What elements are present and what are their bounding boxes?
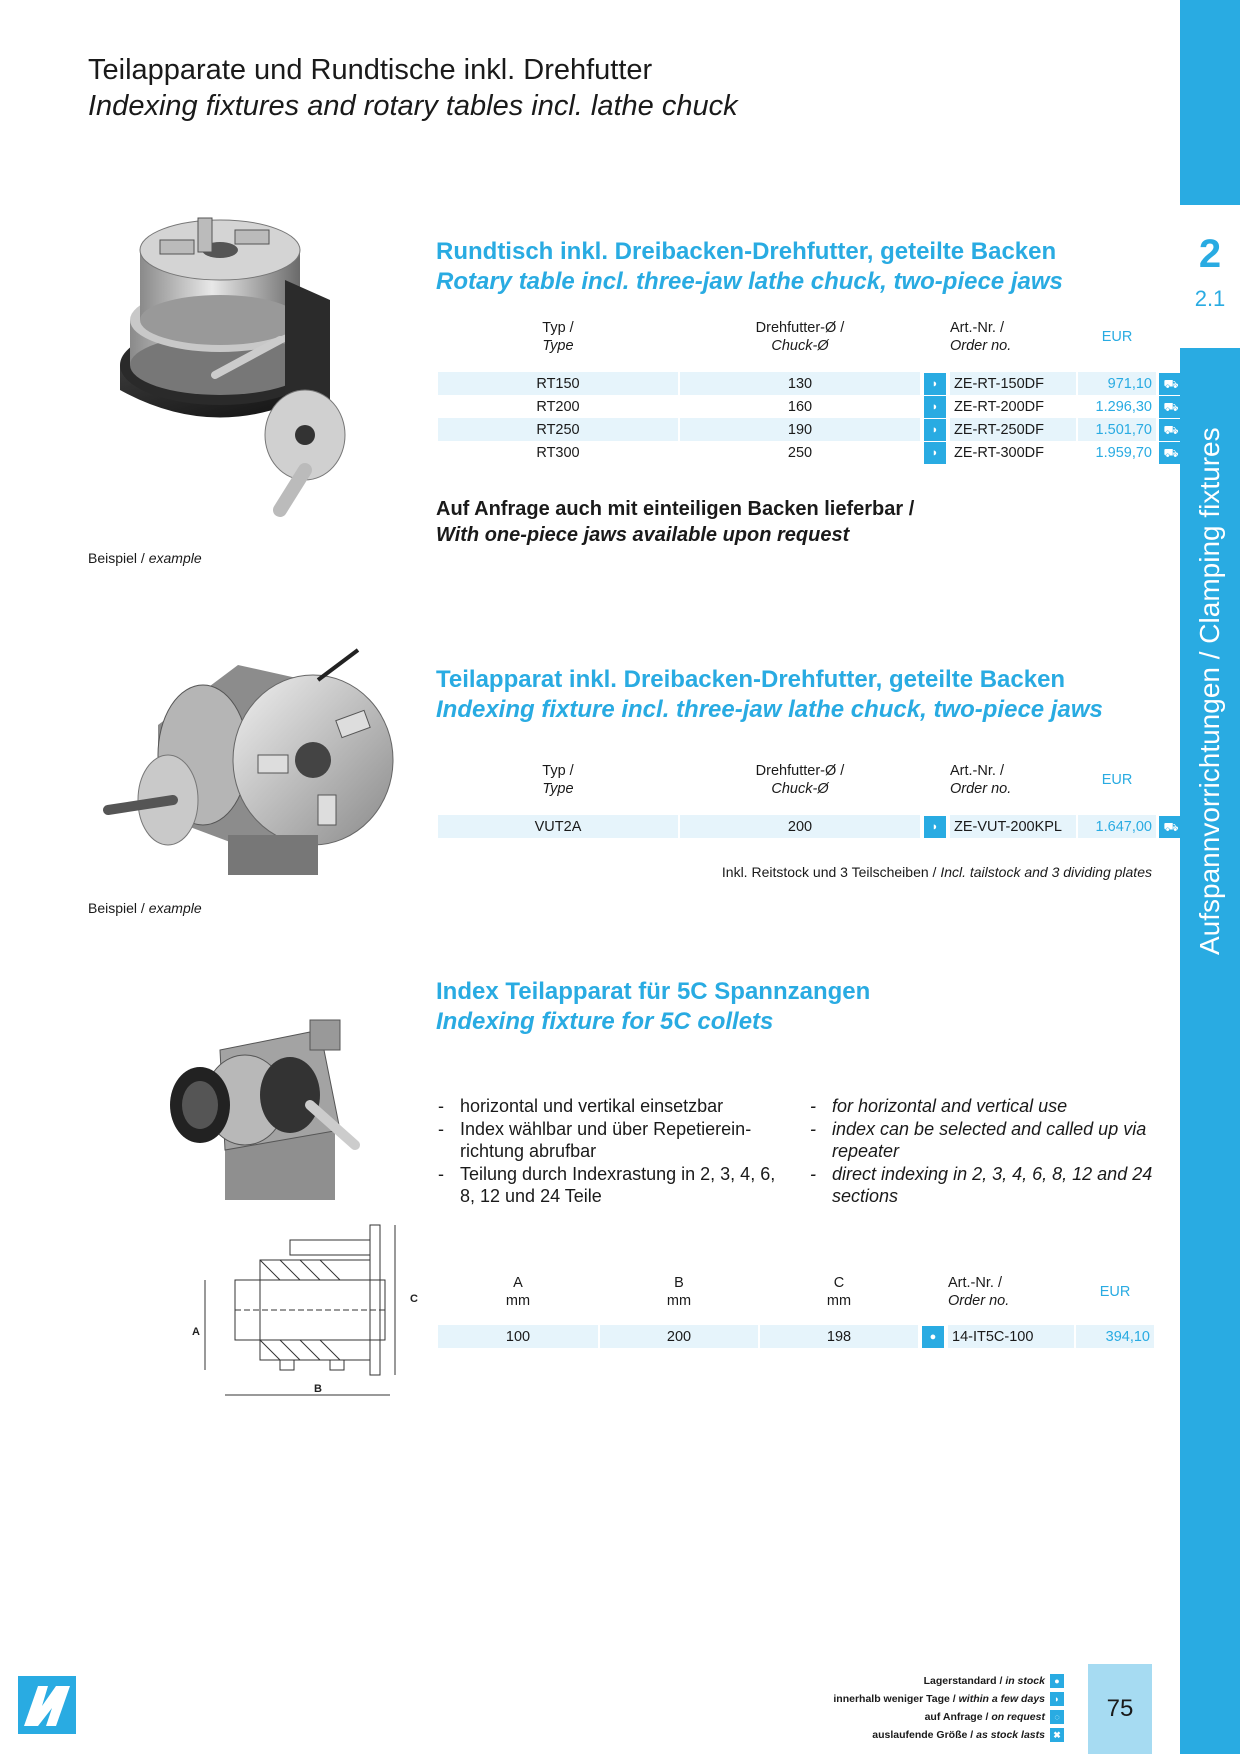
rotary-table-title [436,237,1063,297]
collet-fixture-price-table [436,1273,1156,1348]
order-cell: ZE-RT-250DF [950,418,1076,441]
note-en: Incl. tailstock and 3 dividing plates [940,864,1152,880]
legend-row: auslaufende Größe / as stock lasts ✖ [760,1726,1064,1744]
price-cell: 1.959,70 [1095,444,1152,461]
table-row [438,372,1184,395]
col-price: EUR [1101,329,1133,345]
collet-fixture-image [150,1010,400,1210]
list-item: - direct indexing in 2, 3, 4, 6, 8, 12 and 24 sections [808,1163,1153,1208]
col-c: C mm [826,1275,852,1309]
full-circle-icon: ● [1050,1674,1064,1688]
order-cell: ZE-RT-300DF [954,444,1044,461]
list-item: - Index wählbar und über Repetierein- richtung abrufbar [436,1118,776,1163]
table-row [438,1325,1154,1348]
chuck-cell: 190 [680,418,920,441]
chuck-cell: 130 [680,372,920,395]
order-cell: ZE-RT-150DF [950,372,1076,395]
order-cell: ZE-RT-200DF [954,398,1044,415]
page-title-de: Teilapparate und Rundtische inkl. Drehfutter [88,54,653,86]
chuck-cell: 160 [787,398,813,415]
cross-icon: ✖ [1050,1728,1064,1742]
half-circle-icon: ◗ [924,396,946,418]
table-row [438,418,1184,441]
truck-icon: ⛟ [1159,373,1183,395]
col-price: EUR [1099,1284,1131,1300]
collet-fixture-title [436,977,870,1037]
col-order: Art.-Nr. / Order no. [950,763,1012,797]
caption-en: example [148,550,202,566]
open-circle-icon: ◌ [1050,1710,1064,1724]
type-cell: RT250 [438,418,678,441]
type-cell: VUT2A [438,815,678,838]
section-title-en: Indexing fixture for 5C collets [436,1008,774,1035]
half-circle-icon: ◗ [924,442,946,464]
note-de: Auf Anfrage auch mit einteiligen Backen lieferbar / [436,498,915,520]
section-title-de: Rundtisch inkl. Dreibacken-Drehfutter, geteilte Backen [436,238,1057,265]
caption-de: Beispiel / [88,900,145,916]
half-circle-icon: ◗ [924,419,946,441]
col-order: Art.-Nr. / Order no. [948,1275,1010,1309]
chuck-cell: 200 [680,815,920,838]
price-cell: 971,10 [1078,372,1156,395]
caption-de: Beispiel / [88,550,145,566]
legend-row: Lagerstandard / in stock ● [760,1672,1064,1690]
col-price: EUR [1101,772,1133,788]
technical-drawing [190,1220,430,1405]
indexing-fixture-title [436,665,1103,725]
col-type: Typ / Type [542,320,574,354]
page-title [88,52,738,124]
half-circle-icon: ◗ [924,373,946,395]
subchapter-number: 2.1 [1194,286,1226,311]
note-en: With one-piece jaws available upon request [436,524,850,546]
order-cell: ZE-VUT-200KPL [950,815,1076,838]
b-cell: 200 [600,1325,758,1348]
section-title-de: Index Teilapparat für 5C Spannzangen [436,978,871,1005]
truck-icon: ⛟ [1159,442,1183,464]
col-chuck: Drehfutter-Ø / Chuck-Ø [755,320,845,354]
list-item: - Teilung durch Indexrastung in 2, 3, 4, 6, 8, 12 und 24 Teile [436,1163,776,1208]
indexing-fixture-note [600,864,1152,880]
price-cell: 1.647,00 [1078,815,1156,838]
type-cell: RT200 [536,398,580,415]
full-circle-icon: ● [922,1326,944,1348]
indexing-fixture-price-table [436,761,1186,838]
company-logo [18,1676,76,1734]
truck-icon: ⛟ [1159,396,1183,418]
list-item: - horizontal und vertikal einsetzbar [436,1095,776,1118]
drawing-label-c: C [410,1293,418,1305]
table-row [438,441,1184,464]
page-number: 75 [1088,1664,1152,1754]
chuck-cell: 250 [787,444,813,461]
col-type: Typ / Type [542,763,574,797]
list-item: - for horizontal and vertical use [808,1095,1153,1118]
legend-row: auf Anfrage / on request ◌ [760,1708,1064,1726]
price-cell: 394,10 [1076,1325,1154,1348]
sidebar-top-bar [1180,0,1240,205]
col-b: B mm [666,1275,692,1309]
col-chuck: Drehfutter-Ø / Chuck-Ø [755,763,845,797]
c-cell: 198 [760,1325,918,1348]
table-row [438,395,1184,418]
sidebar-label-text: Aufspannvorrichtungen / Clamping fixtures [1194,427,1225,955]
caption-en: example [148,900,202,916]
features-list-en [808,1095,1153,1208]
section-title-en: Rotary table incl. three-jaw lathe chuck, two-piece jaws [436,268,1063,295]
features-list-de [436,1095,776,1208]
note-de: Inkl. Reitstock und 3 Teilscheiben / [721,864,937,880]
indexing-fixture-caption [88,900,202,916]
half-circle-icon: ◗ [1050,1692,1064,1706]
col-a: A mm [505,1275,531,1309]
type-cell: RT150 [438,372,678,395]
type-cell: RT300 [536,444,580,461]
chapter-number: 2 [1198,232,1222,276]
availability-legend [760,1672,1064,1744]
truck-icon: ⛟ [1159,816,1183,838]
section-title-de: Teilapparat inkl. Dreibacken-Drehfutter, geteilte Backen [436,666,1066,693]
legend-row: innerhalb weniger Tage / within a few days ◗ [760,1690,1064,1708]
price-cell: 1.501,70 [1078,418,1156,441]
list-item: - index can be selected and called up via repeater [808,1118,1153,1163]
truck-icon: ⛟ [1159,419,1183,441]
table-row [438,815,1184,838]
rotary-table-caption [88,550,202,566]
drawing-label-b: B [314,1383,322,1395]
sidebar-label [1180,427,1240,1555]
rotary-table-price-table [436,318,1186,464]
section-title-en: Indexing fixture incl. three-jaw lathe chuck, two-piece jaws [436,696,1103,723]
page-title-en: Indexing fixtures and rotary tables incl. lathe chuck [88,90,738,122]
drawing-label-a: A [192,1326,200,1338]
order-cell: 14-IT5C-100 [948,1325,1074,1348]
half-circle-icon: ◗ [924,816,946,838]
price-cell: 1.296,30 [1095,398,1152,415]
rotary-table-note [436,496,914,548]
a-cell: 100 [438,1325,598,1348]
col-order: Art.-Nr. / Order no. [950,320,1012,354]
rotary-table-image [110,210,410,550]
indexing-fixture-image [98,645,408,895]
